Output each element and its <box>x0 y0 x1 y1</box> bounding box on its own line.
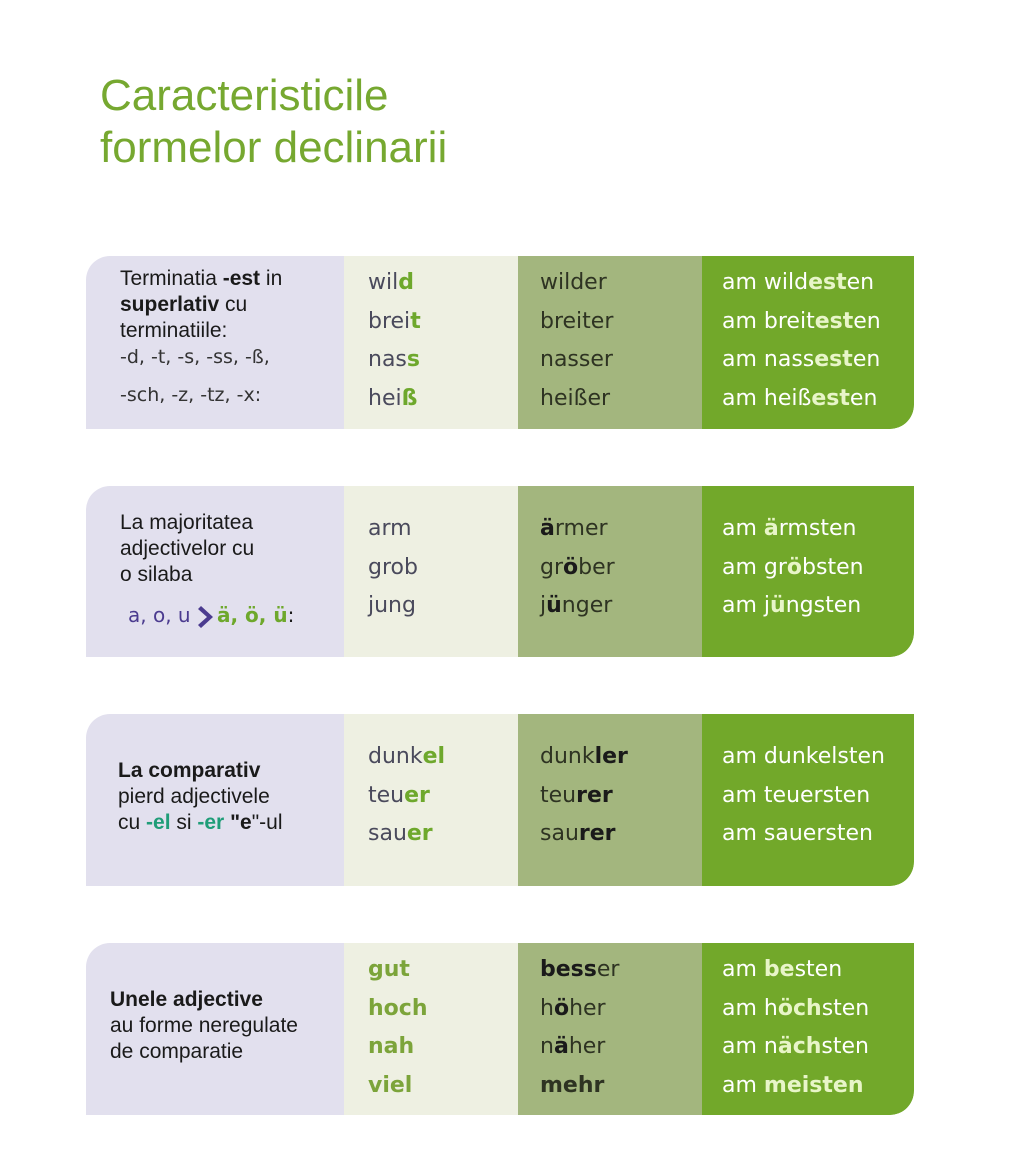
positive-word: heiß <box>368 385 418 411</box>
block-irregular <box>86 943 914 1115</box>
positive-word: jung <box>368 593 416 618</box>
superlative-word: am gröbsten <box>722 554 864 580</box>
superlative-word: am nächsten <box>722 1034 869 1059</box>
block-umlaut <box>86 486 914 657</box>
comparative-word: heißer <box>540 385 611 411</box>
comparative-column <box>518 714 702 886</box>
comparative-word: höher <box>540 995 606 1021</box>
suffix-list-1: -d, -t, -s, -ss, -ß, <box>120 346 270 368</box>
title-line-1: Caracteristicile <box>100 71 389 120</box>
superlative-column <box>702 486 914 657</box>
positive-column <box>344 486 518 657</box>
comparative-word: ärmer <box>540 516 608 541</box>
superlative-word: am sauersten <box>722 821 873 846</box>
chevron-right-icon <box>197 603 217 631</box>
superlative-column <box>702 943 914 1115</box>
block-label: La comparativ pierd adjectivele cu -el si -er "e"-ul <box>86 714 344 886</box>
positive-word: viel <box>368 1072 413 1098</box>
comparative-word: teurer <box>540 782 613 808</box>
superlative-word: am meisten <box>722 1072 864 1098</box>
positive-word: nass <box>368 347 420 372</box>
positive-word: grob <box>368 554 418 580</box>
comparative-word: mehr <box>540 1072 605 1098</box>
positive-column <box>344 943 518 1115</box>
positive-word: teuer <box>368 782 430 808</box>
superlative-word: am breitesten <box>722 308 881 334</box>
superlative-column <box>702 256 914 429</box>
comparative-word: gröber <box>540 554 615 580</box>
comparative-word: näher <box>540 1034 606 1059</box>
comparative-word: wilder <box>540 270 607 295</box>
comparative-column <box>518 943 702 1115</box>
superlative-word: am ärmsten <box>722 516 857 541</box>
comparative-column <box>518 486 702 657</box>
positive-column <box>344 714 518 886</box>
comparative-word: dunkler <box>540 744 628 769</box>
positive-word: sauer <box>368 821 433 846</box>
comparative-word: nasser <box>540 347 613 372</box>
comparative-word: saurer <box>540 821 616 846</box>
positive-word: breit <box>368 308 421 334</box>
positive-column <box>344 256 518 429</box>
comparative-word: breiter <box>540 308 614 334</box>
block-el-er <box>86 714 914 886</box>
comparative-word: jünger <box>540 593 613 618</box>
block-label: Terminatia -est in superlativ cu terminatiile: -d, -t, -s, -ss, -ß, -sch, -z, -tz, -x: <box>86 256 344 429</box>
comparative-column <box>518 256 702 429</box>
positive-word: nah <box>368 1034 415 1059</box>
block-superlative-est <box>86 256 914 429</box>
title-line-2: formelor declinarii <box>100 123 448 172</box>
positive-word: gut <box>368 957 410 982</box>
positive-word: dunkel <box>368 744 446 769</box>
superlative-word: am jüngsten <box>722 593 862 618</box>
superlative-word: am teuersten <box>722 782 871 808</box>
block-label: Unele adjective au forme neregulate de comparatie <box>86 943 344 1115</box>
comparative-word: besser <box>540 957 620 982</box>
superlative-column <box>702 714 914 886</box>
vowel-rule: a, o, u ä, ö, ü: <box>120 602 338 631</box>
page-title <box>100 70 447 174</box>
superlative-word: am dunkelsten <box>722 744 885 769</box>
positive-word: wild <box>368 270 414 295</box>
positive-word: arm <box>368 516 412 541</box>
suffix-list-2: -sch, -z, -tz, -x: <box>120 384 262 406</box>
positive-word: hoch <box>368 995 428 1021</box>
superlative-word: am höchsten <box>722 995 870 1021</box>
superlative-word: am heißesten <box>722 385 878 411</box>
superlative-word: am nassesten <box>722 347 881 372</box>
block-label: La majoritatea adjectivelor cu o silaba a, o, u ä, ö, ü: <box>86 486 344 657</box>
superlative-word: am wildesten <box>722 270 875 295</box>
superlative-word: am besten <box>722 957 843 982</box>
